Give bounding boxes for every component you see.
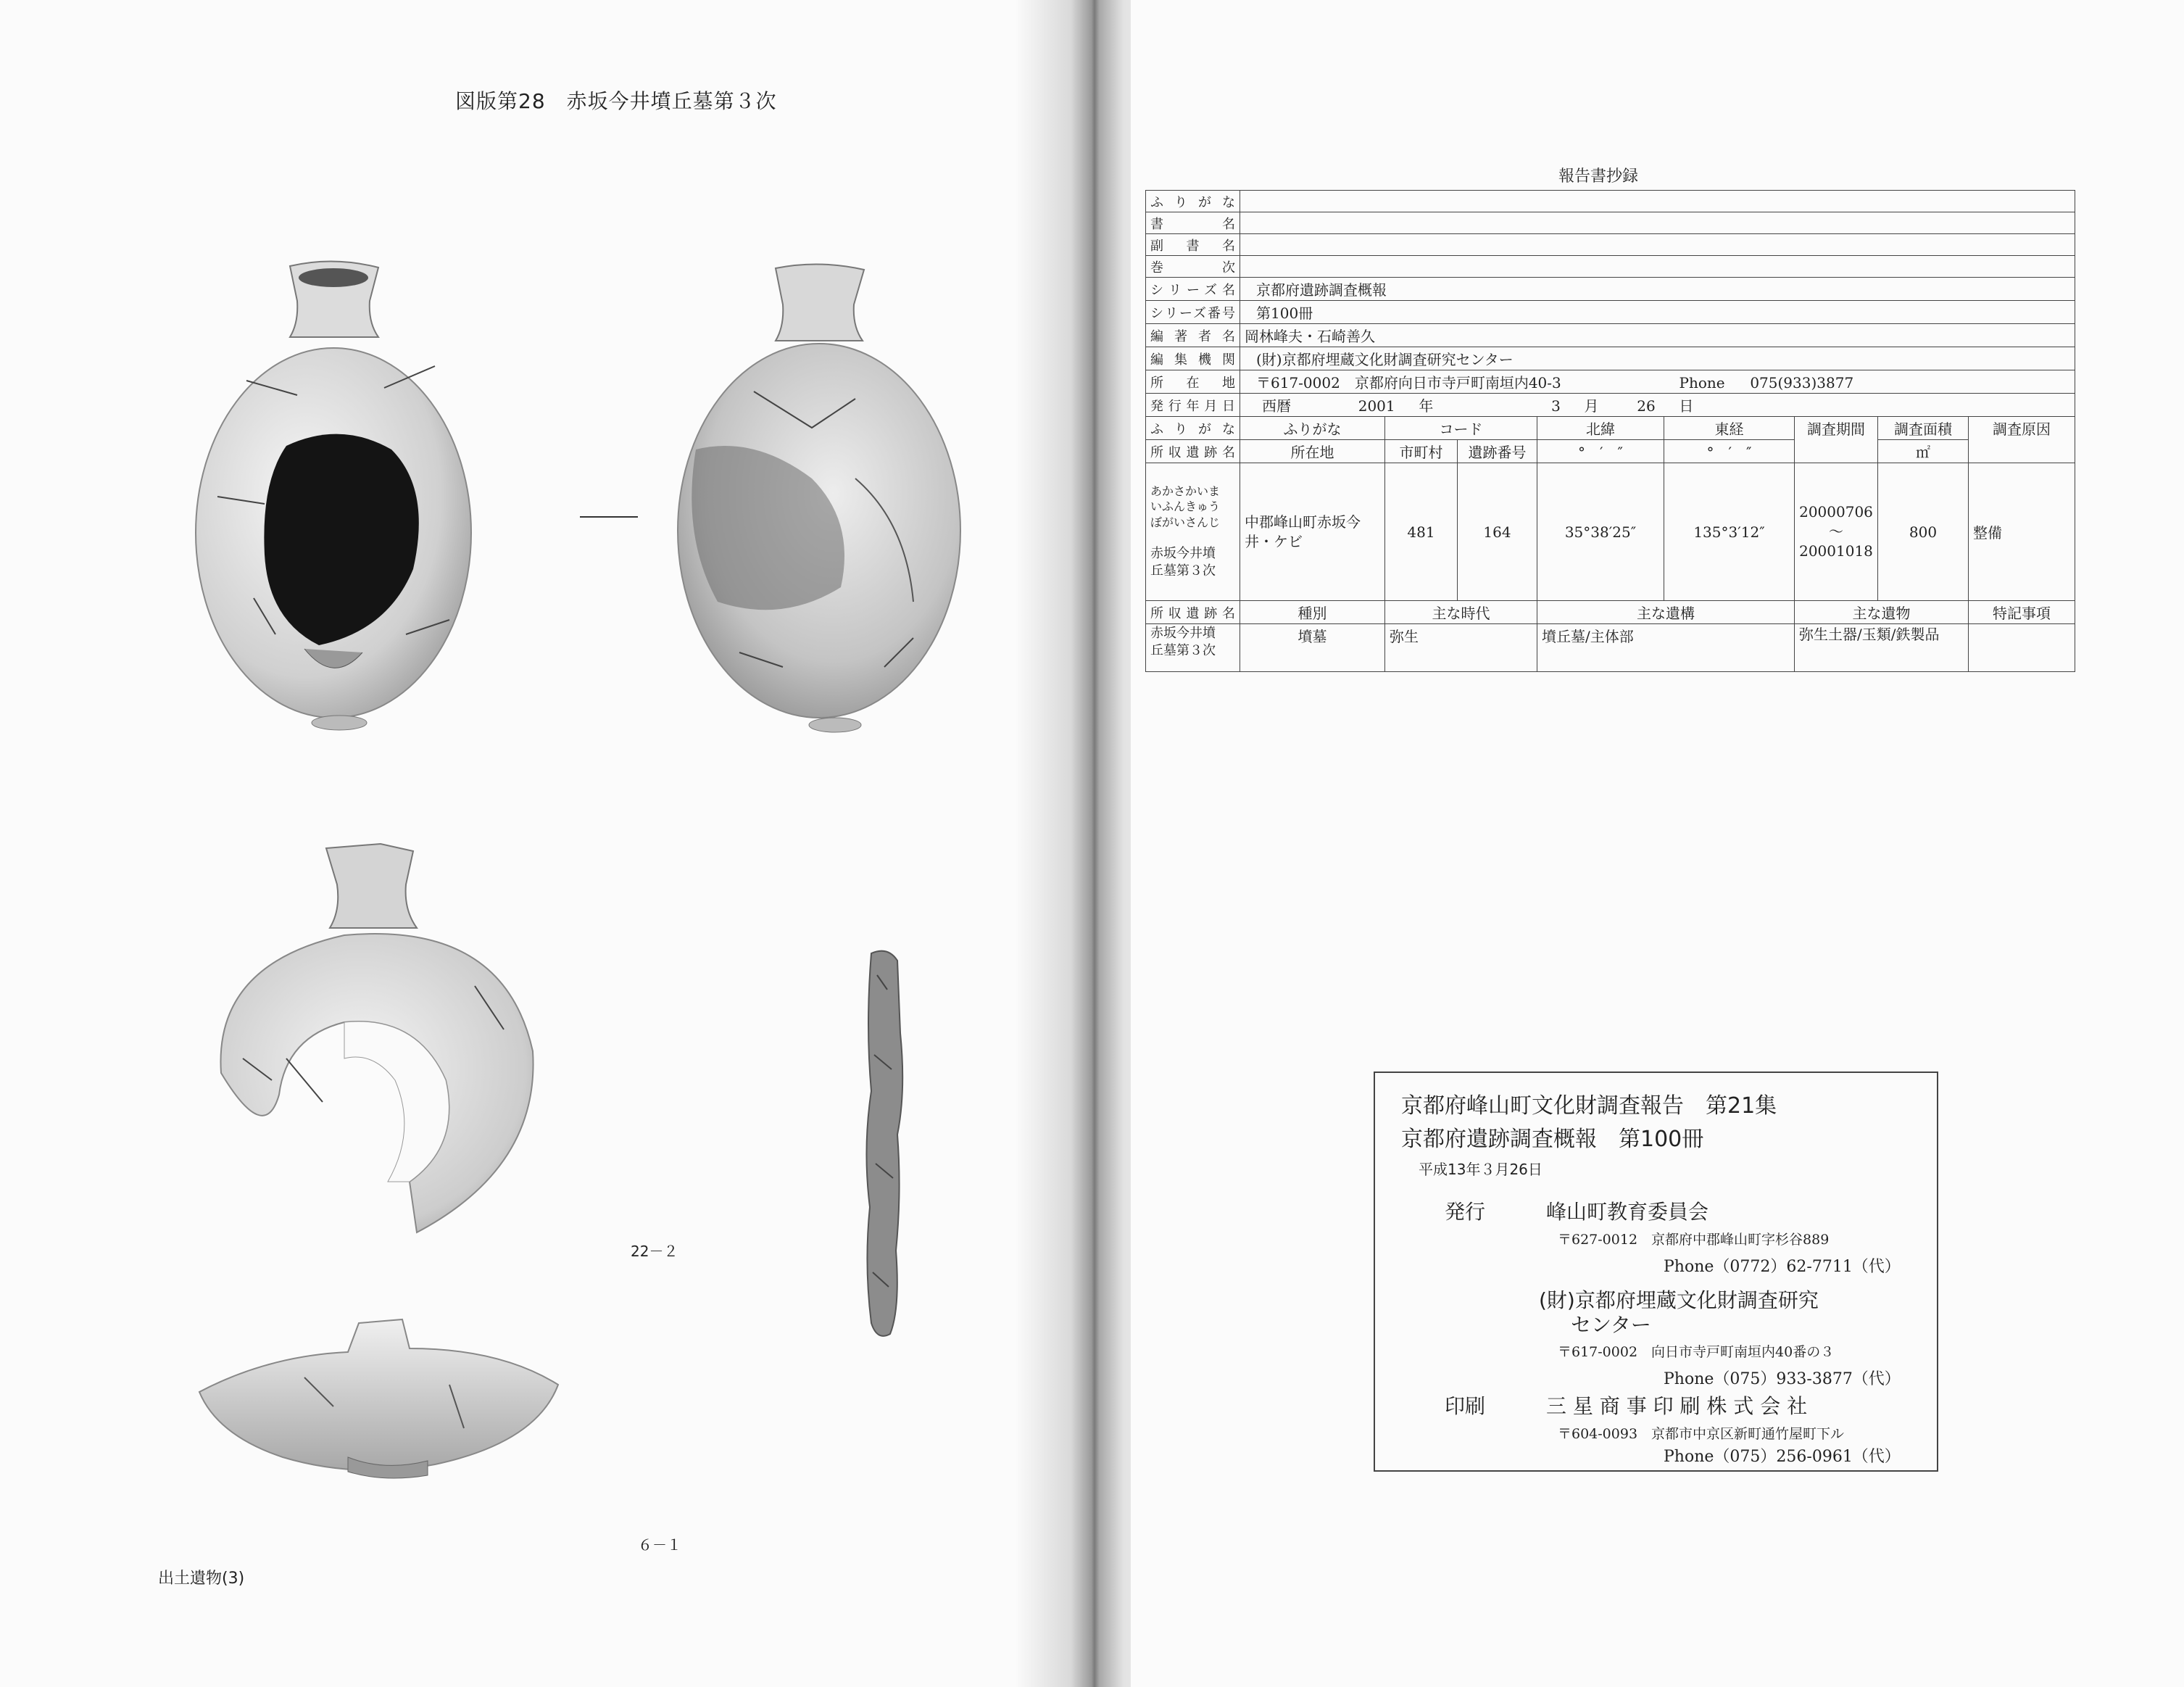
site-furigana-line: ぼがいさんじ — [1150, 515, 1221, 529]
summary-type-header: 種別 — [1240, 601, 1385, 624]
publisher-2-line-1: (財)京都府埋蔵文化財調査研究 — [1539, 1288, 1819, 1312]
publisher-2-phone: Phone（075）933-3877（代） — [1664, 1370, 1901, 1388]
series-label: シリーズ名 — [1146, 278, 1240, 301]
period-start: 20000706 — [1799, 503, 1873, 521]
printer-address: 〒604-0093 京都市中京区新町通竹屋町下ル — [1558, 1426, 1845, 1442]
table-row — [1146, 440, 2075, 463]
report-abstract-table — [1145, 190, 2075, 672]
site-lat: 35°38′25″ — [1537, 463, 1664, 601]
broken-jar-photo — [199, 841, 540, 1247]
address-label: 所在地 — [1146, 370, 1240, 394]
colophon-box — [1374, 1072, 1938, 1472]
jar-base-photo — [196, 1312, 565, 1486]
lon-header: 東経 — [1664, 417, 1795, 440]
summary-features: 墳丘墓/主体部 — [1537, 624, 1795, 672]
printer-label: 印刷 — [1445, 1394, 1486, 1418]
period-end: 20001018 — [1799, 542, 1873, 560]
summary-features-header: 主な遺構 — [1537, 601, 1795, 624]
address-value: 〒617-0002 京都府向日市寺戸町南垣内40-3 — [1256, 374, 1561, 391]
date-year-unit: 年 — [1419, 397, 1434, 415]
publisher-2-address: 〒617-0002 向日市寺戸町南垣内40番の３ — [1558, 1344, 1835, 1360]
jar-back-photo — [667, 261, 964, 739]
furigana-label: ふりがな — [1146, 191, 1240, 212]
date-month-unit: 月 — [1584, 397, 1599, 415]
site-name-line: 赤坂今井墳 — [1150, 545, 1216, 561]
summary-era: 弥生 — [1385, 624, 1537, 672]
table-row — [1146, 463, 2075, 601]
site-location: 中郡峰山町赤坂今井・ケビ — [1240, 463, 1385, 601]
summary-notes-header: 特記事項 — [1969, 601, 2075, 624]
municipality-header: 市町村 — [1385, 440, 1458, 463]
summary-era-header: 主な時代 — [1385, 601, 1537, 624]
colophon-date: 平成13年３月26日 — [1419, 1161, 1542, 1178]
editor-value: 岡林峰夫・石崎善久 — [1240, 324, 2075, 347]
site-no-header: 遺跡番号 — [1458, 440, 1537, 463]
view-connector-line — [580, 516, 638, 518]
date-month: 3 — [1551, 397, 1561, 415]
site-number: 164 — [1458, 463, 1537, 601]
table-row — [1146, 191, 2075, 212]
site-cause: 整備 — [1969, 463, 2075, 601]
period-separator: ～ — [1829, 523, 1843, 540]
date-day-unit: 日 — [1679, 397, 1694, 415]
lat-header: 北緯 — [1537, 417, 1664, 440]
org-label: 編集機関 — [1146, 347, 1240, 370]
summary-name-line: 赤坂今井墳 — [1150, 626, 1216, 641]
publisher-2-line-2: センター — [1571, 1313, 1651, 1337]
caption-22-2: 22－２ — [631, 1243, 678, 1260]
date-day: 26 — [1637, 397, 1656, 415]
jar-front-photo — [188, 257, 478, 743]
abstract-title: 報告書抄録 — [1558, 167, 1639, 186]
summary-artifacts: 弥生土器/玉類/鉄製品 — [1795, 624, 1969, 672]
site-lon: 135°3′12″ — [1664, 463, 1795, 601]
site-furigana-line: いふんきゅう — [1150, 500, 1221, 514]
iron-artifact-photo — [855, 946, 913, 1341]
publisher-1-phone: Phone（0772）62-7711（代） — [1664, 1258, 1901, 1276]
series-no-value: 第100冊 — [1240, 301, 2075, 324]
colophon-title-2: 京都府遺跡調査概報 第100冊 — [1401, 1127, 1704, 1152]
title-label: 書 名 — [1146, 212, 1240, 234]
period-header: 調査期間 — [1795, 417, 1878, 463]
table-row — [1146, 256, 2075, 278]
publisher-1-address: 〒627-0012 京都府中郡峰山町字杉谷889 — [1558, 1232, 1830, 1248]
volume-label: 巻 次 — [1146, 256, 1240, 278]
site-name-cell — [1146, 463, 1240, 601]
table-row — [1146, 624, 2075, 672]
editor-label: 編著者名 — [1146, 324, 1240, 347]
lon-units: ° ′ ″ — [1664, 440, 1795, 463]
plate-title: 図版第28 赤坂今井墳丘墓第３次 — [455, 89, 777, 113]
address-cell — [1240, 370, 2075, 394]
cause-header: 調査原因 — [1969, 417, 2075, 463]
site-area: 800 — [1878, 463, 1969, 601]
phone-value: 075(933)3877 — [1750, 374, 1854, 391]
location-furigana-header: ふりがな — [1240, 417, 1385, 440]
table-row — [1146, 394, 2075, 417]
table-row — [1146, 301, 2075, 324]
summary-site-header: 所収遺跡名 — [1146, 601, 1240, 624]
table-row — [1146, 234, 2075, 256]
lat-units: ° ′ ″ — [1537, 440, 1664, 463]
summary-site-name — [1146, 624, 1240, 672]
date-cell — [1240, 394, 2075, 417]
table-row — [1146, 324, 2075, 347]
table-row — [1146, 601, 2075, 624]
table-row — [1146, 347, 2075, 370]
publisher-label: 発行 — [1445, 1200, 1486, 1224]
colophon-title-1: 京都府峰山町文化財調査報告 第21集 — [1401, 1093, 1777, 1119]
printer-name: 三 星 商 事 印 刷 株 式 会 社 — [1546, 1394, 1808, 1418]
publisher-1-name: 峰山町教育委員会 — [1546, 1200, 1709, 1224]
phone-label: Phone — [1679, 374, 1725, 391]
date-year: 2001 — [1358, 397, 1395, 415]
location-header: 所在地 — [1240, 440, 1385, 463]
date-label: 発行年月日 — [1146, 394, 1240, 417]
summary-type: 墳墓 — [1240, 624, 1385, 672]
subtitle-label: 副書名 — [1146, 234, 1240, 256]
summary-artifacts-header: 主な遺物 — [1795, 601, 1969, 624]
printer-phone: Phone（075）256-0961（代） — [1664, 1448, 1901, 1466]
code-header: コード — [1385, 417, 1537, 440]
table-row — [1146, 278, 2075, 301]
area-header: 調査面積 — [1878, 417, 1969, 440]
page-footer-label: 出土遺物(3) — [158, 1570, 245, 1588]
site-furigana-header: ふりがな — [1146, 417, 1240, 440]
org-value: (財)京都府埋蔵文化財調査研究センター — [1240, 347, 2075, 370]
site-furigana-line: あかさかいま — [1150, 484, 1221, 498]
left-page — [0, 0, 1073, 1687]
summary-name-line: 丘墓第３次 — [1150, 643, 1216, 659]
table-row — [1146, 417, 2075, 440]
site-name-line: 丘墓第３次 — [1150, 563, 1216, 579]
caption-6-1: ６－１ — [638, 1536, 681, 1554]
series-value: 京都府遺跡調査概報 — [1240, 278, 2075, 301]
site-municipality: 481 — [1385, 463, 1458, 601]
summary-notes — [1969, 624, 2075, 672]
table-row — [1146, 370, 2075, 394]
series-no-label: シリーズ番号 — [1146, 301, 1240, 324]
site-period — [1795, 463, 1878, 601]
date-era: 西暦 — [1262, 397, 1291, 415]
table-row — [1146, 212, 2075, 234]
area-unit: ㎡ — [1878, 440, 1969, 463]
site-name-header: 所収遺跡名 — [1146, 440, 1240, 463]
